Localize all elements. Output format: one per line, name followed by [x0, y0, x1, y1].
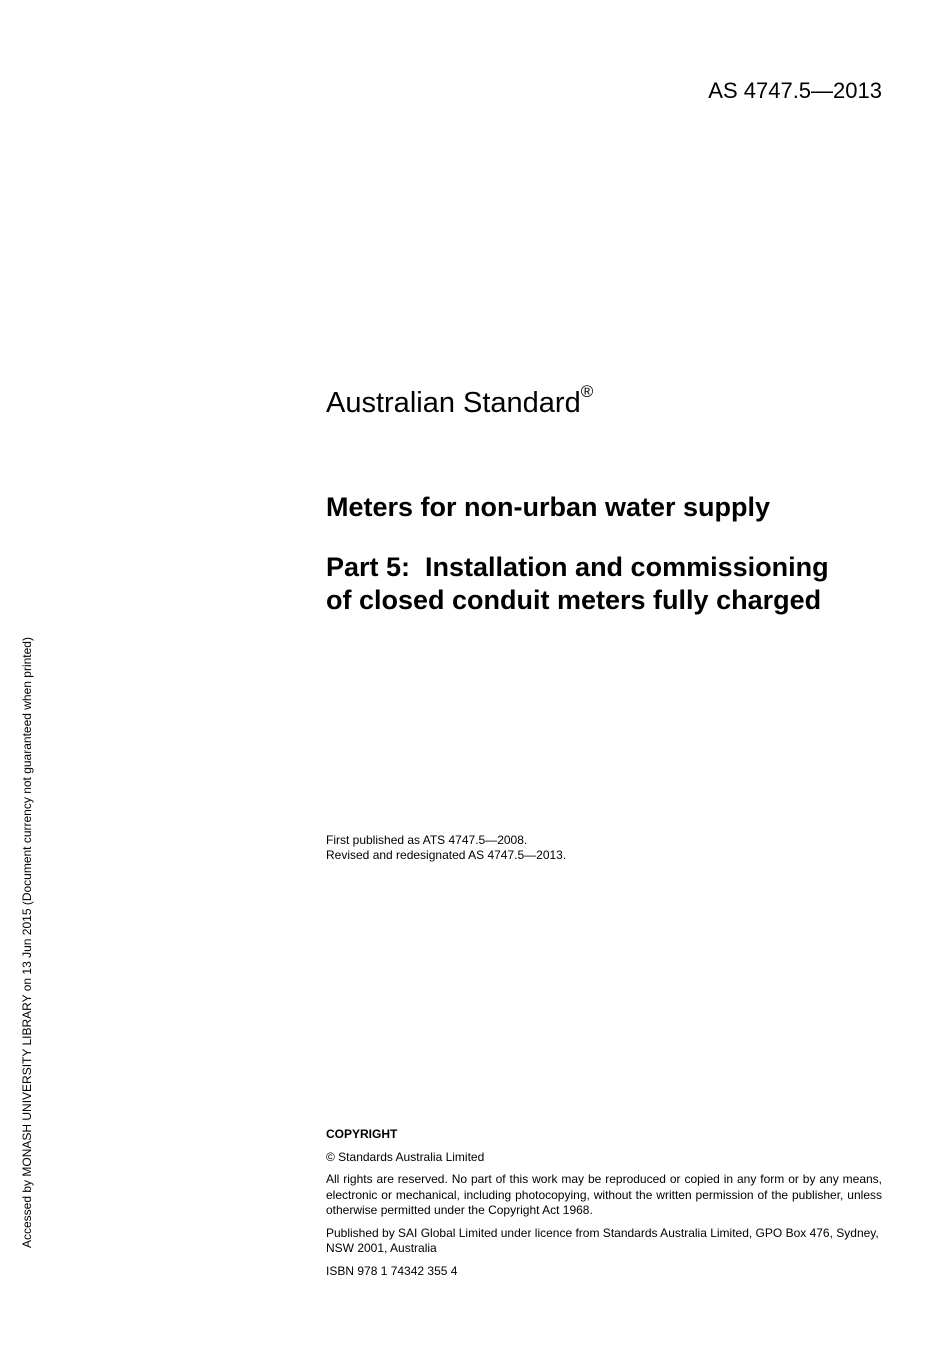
standard-type-label: Australian Standard	[326, 387, 581, 419]
first-published-note: First published as ATS 4747.5—2008.	[326, 833, 528, 847]
revision-note: Revised and redesignated AS 4747.5—2013.	[326, 848, 567, 862]
registered-mark: ®	[580, 382, 594, 402]
document-subtitle	[326, 551, 882, 617]
copyright-block	[326, 1127, 882, 1279]
publisher-statement: Published by SAI Global Limited under licence from Standards Australia Limited, GPO Box 476, Sydney, NSW 2001, Australia	[326, 1225, 879, 1255]
subtitle-line-2: of closed conduit meters fully charged	[326, 585, 822, 615]
access-watermark: Accessed by MONASH UNIVERSITY LIBRARY on 13 Jun 2015 (Document currency not guaranteed when printed)	[20, 637, 34, 1248]
copyright-heading: COPYRIGHT	[326, 1127, 398, 1141]
document-title: Meters for non-urban water supply	[326, 492, 771, 522]
copyright-owner: © Standards Australia Limited	[326, 1149, 485, 1164]
subtitle-line-1: Part 5: Installation and commissioning	[326, 552, 829, 582]
publication-history	[326, 833, 882, 863]
isbn: ISBN 978 1 74342 355 4	[326, 1263, 458, 1278]
standard-type	[326, 382, 882, 420]
document-number: AS 4747.5—2013	[708, 78, 882, 103]
rights-statement: All rights are reserved. No part of this work may be reproduced or copied in any form or by any means, electronic or mechanical, including photocopying, without the written permission of the publisher, unless otherwise permitted under the Copyright Act 1968.	[326, 1172, 882, 1217]
